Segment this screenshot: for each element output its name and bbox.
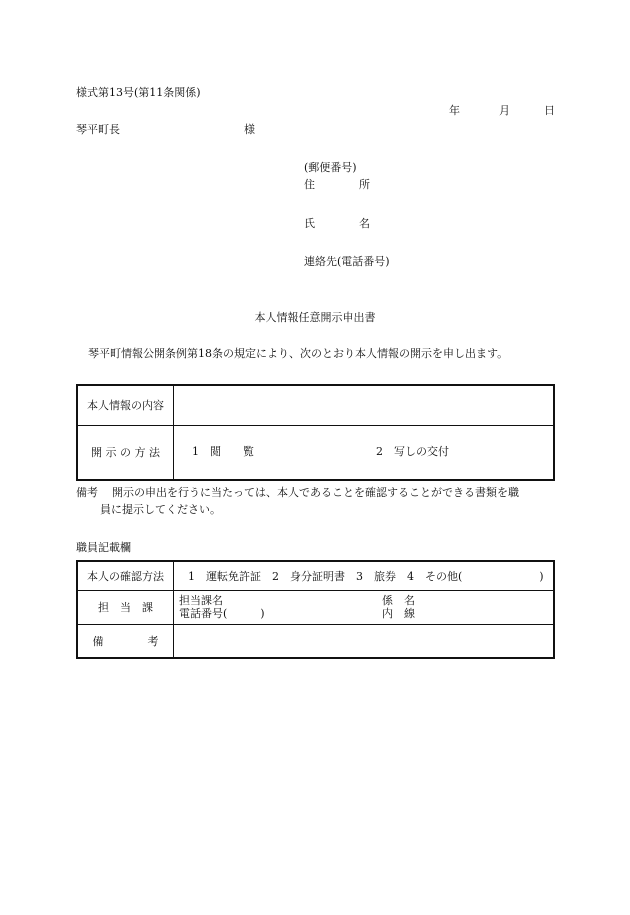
addressee-name: 琴平町長 — [76, 123, 120, 136]
option-viewing[interactable]: 1 閲 覧 — [192, 445, 254, 459]
intro-text: 琴平町情報公開条例第18条の規定により、次のとおり本人情報の開示を申し出ます。 — [88, 347, 509, 360]
applicant-postal: (郵便番号) — [304, 161, 357, 174]
document-title: 本人情報任意開示申出書 — [254, 311, 376, 324]
date-year-label: 年 — [449, 104, 460, 117]
extension-label: 内 線 — [382, 607, 415, 620]
note-line-2: 員に提示してください。 — [100, 503, 221, 516]
verification-options[interactable]: 1 運転免許証 2 身分証明書 3 旅券 4 その他( ) — [174, 561, 555, 590]
note-heading: 備考 — [76, 486, 98, 499]
staff-table — [76, 560, 555, 659]
method-options — [174, 425, 555, 480]
content-field[interactable] — [174, 385, 555, 425]
section-name-label: 係 名 — [382, 594, 415, 607]
applicant-address: 住 所 — [304, 178, 370, 191]
staff-section-heading: 職員記載欄 — [76, 541, 131, 554]
date-day-label: 日 — [544, 104, 555, 117]
method-label: 開 示 の 方 法 — [77, 425, 174, 480]
applicant-contact: 連絡先(電話番号) — [304, 255, 390, 268]
applicant-name: 氏 名 — [304, 217, 370, 230]
form-number: 様式第13号(第11条関係) — [76, 86, 201, 99]
addressee-honorific: 様 — [244, 123, 255, 136]
date-month-label: 月 — [499, 104, 510, 117]
option-copy[interactable]: 2 写しの交付 — [376, 445, 449, 459]
department-field — [174, 590, 555, 624]
department-name-label: 担当課名 — [179, 594, 223, 607]
remarks-field[interactable] — [174, 624, 555, 658]
department-label: 担 当 課 — [77, 590, 174, 624]
content-label: 本人情報の内容 — [77, 385, 174, 425]
verification-label: 本人の確認方法 — [77, 561, 174, 590]
department-phone-label: 電話番号( ) — [179, 607, 265, 620]
remarks-label: 備 考 — [77, 624, 174, 658]
note-line-1: 開示の申出を行うに当たっては、本人であることを確認することができる書類を職 — [112, 486, 519, 499]
disclosure-table — [76, 384, 555, 481]
